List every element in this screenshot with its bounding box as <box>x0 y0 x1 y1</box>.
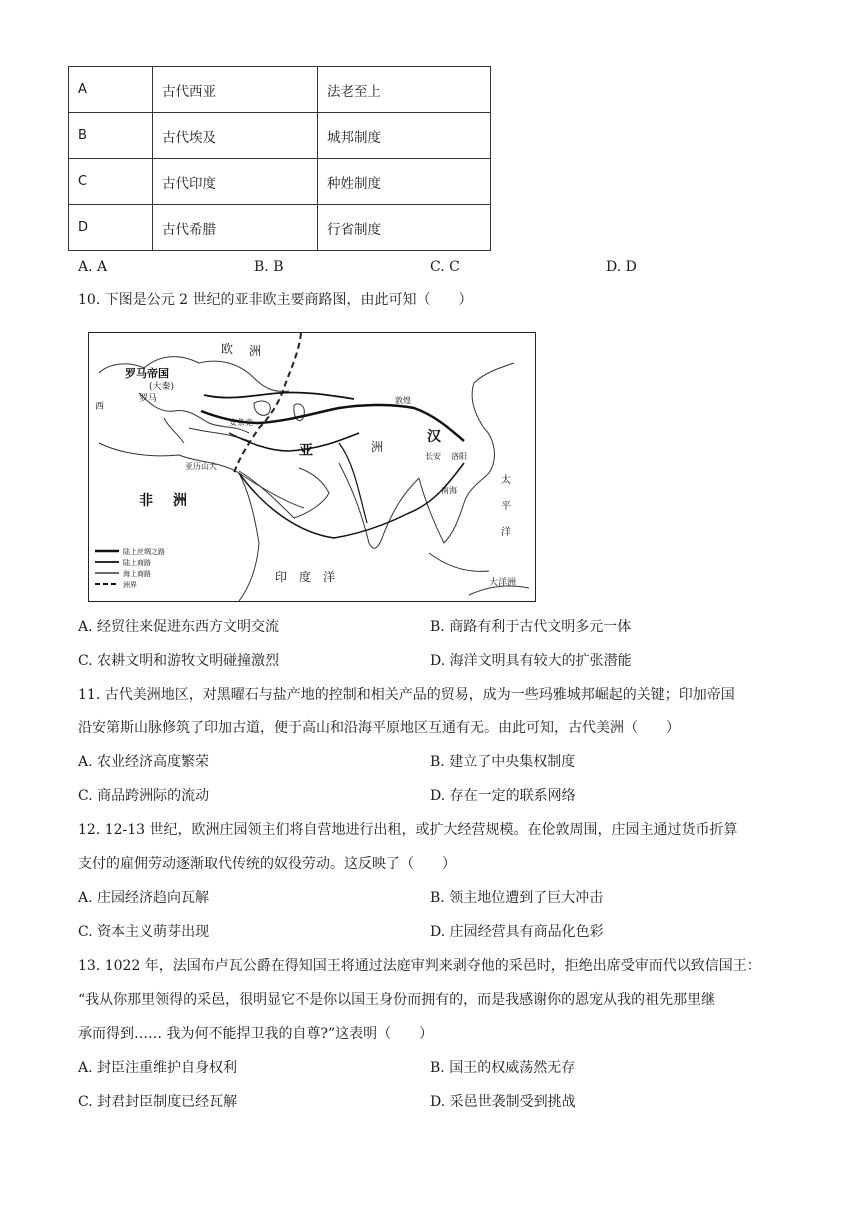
q13-option-d[interactable]: D. 采邑世袭制受到挑战 <box>430 1094 576 1110</box>
q11-option-d[interactable]: D. 存在一定的联系网络 <box>430 788 576 804</box>
map-label-changan: 长安 <box>425 452 441 461</box>
map-label-roma: 罗马 <box>139 394 158 404</box>
map-label-pacific3: 洋 <box>501 527 511 538</box>
table-cell-system: 法老至上 <box>318 67 491 113</box>
q11-stem-line2: 沿安第斯山脉修筑了印加古道，便于高山和沿海平原地区互通有无。由此可知，古代美洲（ ） <box>78 720 680 736</box>
q12-stem-line1: 12. 12-13 世纪，欧洲庄园领主们将自营地进行出租，或扩大经营规模。在伦敦周围，庄园主通过货币折算 <box>78 822 738 838</box>
map-label-asia2: 洲 <box>371 440 384 454</box>
table-row <box>69 159 491 205</box>
q12-option-a[interactable]: A. 庄园经济趋向瓦解 <box>78 890 210 906</box>
trade-route-map-svg <box>89 333 535 601</box>
q11-option-c[interactable]: C. 商品跨洲际的流动 <box>78 788 210 804</box>
q11-option-b[interactable]: B. 建立了中央集权制度 <box>430 754 576 770</box>
map-label-rome: 罗马帝国 <box>125 367 169 380</box>
table-cell-system: 城邦制度 <box>318 113 491 159</box>
q12-option-b[interactable]: B. 领主地位遭到了巨大冲击 <box>430 890 604 906</box>
map-label-nanhai: 南海 <box>441 486 457 495</box>
map-legend-silk-road: 陆上丝绸之路 <box>123 548 165 556</box>
table-cell-region: 古代希腊 <box>153 205 318 251</box>
map-legend <box>95 547 165 589</box>
map-label-europe2: 洲 <box>249 344 262 358</box>
q12-option-d[interactable]: D. 庄园经营具有商品化色彩 <box>430 924 604 940</box>
map-label-alexandria: 亚历山大 <box>185 462 217 471</box>
q10-option-a[interactable]: A. 经贸往来促进东西方文明交流 <box>78 619 280 635</box>
q10-option-c[interactable]: C. 农耕文明和游牧文明碰撞激烈 <box>78 653 280 669</box>
q9-option-d[interactable]: D. D <box>606 259 637 275</box>
q9-option-c[interactable]: C. C <box>430 259 460 275</box>
trade-route-map <box>88 332 536 602</box>
table-cell-letter: A <box>69 67 153 113</box>
q9-option-b[interactable]: B. B <box>254 259 284 275</box>
map-label-dunhuang: 敦煌 <box>395 396 411 405</box>
q9-option-a[interactable]: A. A <box>78 259 108 275</box>
q9-options-table <box>68 66 491 251</box>
q10-option-b[interactable]: B. 商路有利于古代文明多元一体 <box>430 619 632 635</box>
q13-stem-line1: 13. 1022 年，法国布卢瓦公爵在得知国王将通过法庭审判来剥夺他的采邑时，拒绝出席受审而代以致信国王： <box>78 958 761 974</box>
map-legend-boundary: 洲界 <box>123 581 137 589</box>
q10-option-d[interactable]: D. 海洋文明具有较大的扩张潜能 <box>430 653 632 669</box>
table-cell-letter: D <box>69 205 153 251</box>
q11-stem-line1: 11. 古代美洲地区，对黑曜石与盐产地的控制和相关产品的贸易，成为一些玛雅城邦崛起的关键；印加帝国 <box>78 687 735 703</box>
map-label-antioch: 安条克 <box>229 418 253 427</box>
q13-stem-line2: “我从你那里领得的采邑，很明显它不是你以国王身份而拥有的，而是我感谢你的恩宠从我的祖先那里继 <box>78 992 716 1008</box>
map-label-pacific2: 平 <box>501 501 511 512</box>
map-label-luoyang: 洛阳 <box>451 452 467 461</box>
table-row <box>69 113 491 159</box>
map-label-west: 西 <box>95 402 105 412</box>
map-label-daqin: (大秦) <box>149 382 175 392</box>
map-label-han: 汉 <box>427 429 441 445</box>
table-row <box>69 205 491 251</box>
map-label-africa2: 洲 <box>173 493 187 509</box>
table-cell-region: 古代印度 <box>153 159 318 205</box>
table-cell-letter: C <box>69 159 153 205</box>
table-cell-system: 种姓制度 <box>318 159 491 205</box>
table-cell-system: 行省制度 <box>318 205 491 251</box>
q12-option-c[interactable]: C. 资本主义萌芽出现 <box>78 924 210 940</box>
map-label-indian: 印 度 洋 <box>275 570 336 584</box>
map-legend-sea-route: 海上商路 <box>123 570 151 578</box>
q10-stem: 10. 下图是公元 2 世纪的亚非欧主要商路图，由此可知（ ） <box>78 292 473 308</box>
map-label-pacific1: 太 <box>501 475 511 486</box>
q11-option-a[interactable]: A. 农业经济高度繁荣 <box>78 754 210 770</box>
map-legend-land-route: 陆上商路 <box>123 559 151 567</box>
q12-stem-line2: 支付的雇佣劳动逐渐取代传统的奴役劳动。这反映了（ ） <box>78 856 456 872</box>
map-label-asia1: 亚 <box>299 443 313 459</box>
map-label-africa1: 非 <box>139 493 153 509</box>
q13-stem-line3: 承而得到…… 我为何不能捍卫我的自尊?”这表明（ ） <box>78 1026 434 1042</box>
map-label-australia: 大洋洲 <box>489 578 517 588</box>
map-label-europe: 欧 <box>221 342 234 356</box>
q13-option-b[interactable]: B. 国王的权威荡然无存 <box>430 1060 576 1076</box>
table-cell-region: 古代埃及 <box>153 113 318 159</box>
q13-option-c[interactable]: C. 封君封臣制度已经瓦解 <box>78 1094 238 1110</box>
table-cell-region: 古代西亚 <box>153 67 318 113</box>
table-cell-letter: B <box>69 113 153 159</box>
q13-option-a[interactable]: A. 封臣注重维护自身权利 <box>78 1060 238 1076</box>
table-row <box>69 67 491 113</box>
